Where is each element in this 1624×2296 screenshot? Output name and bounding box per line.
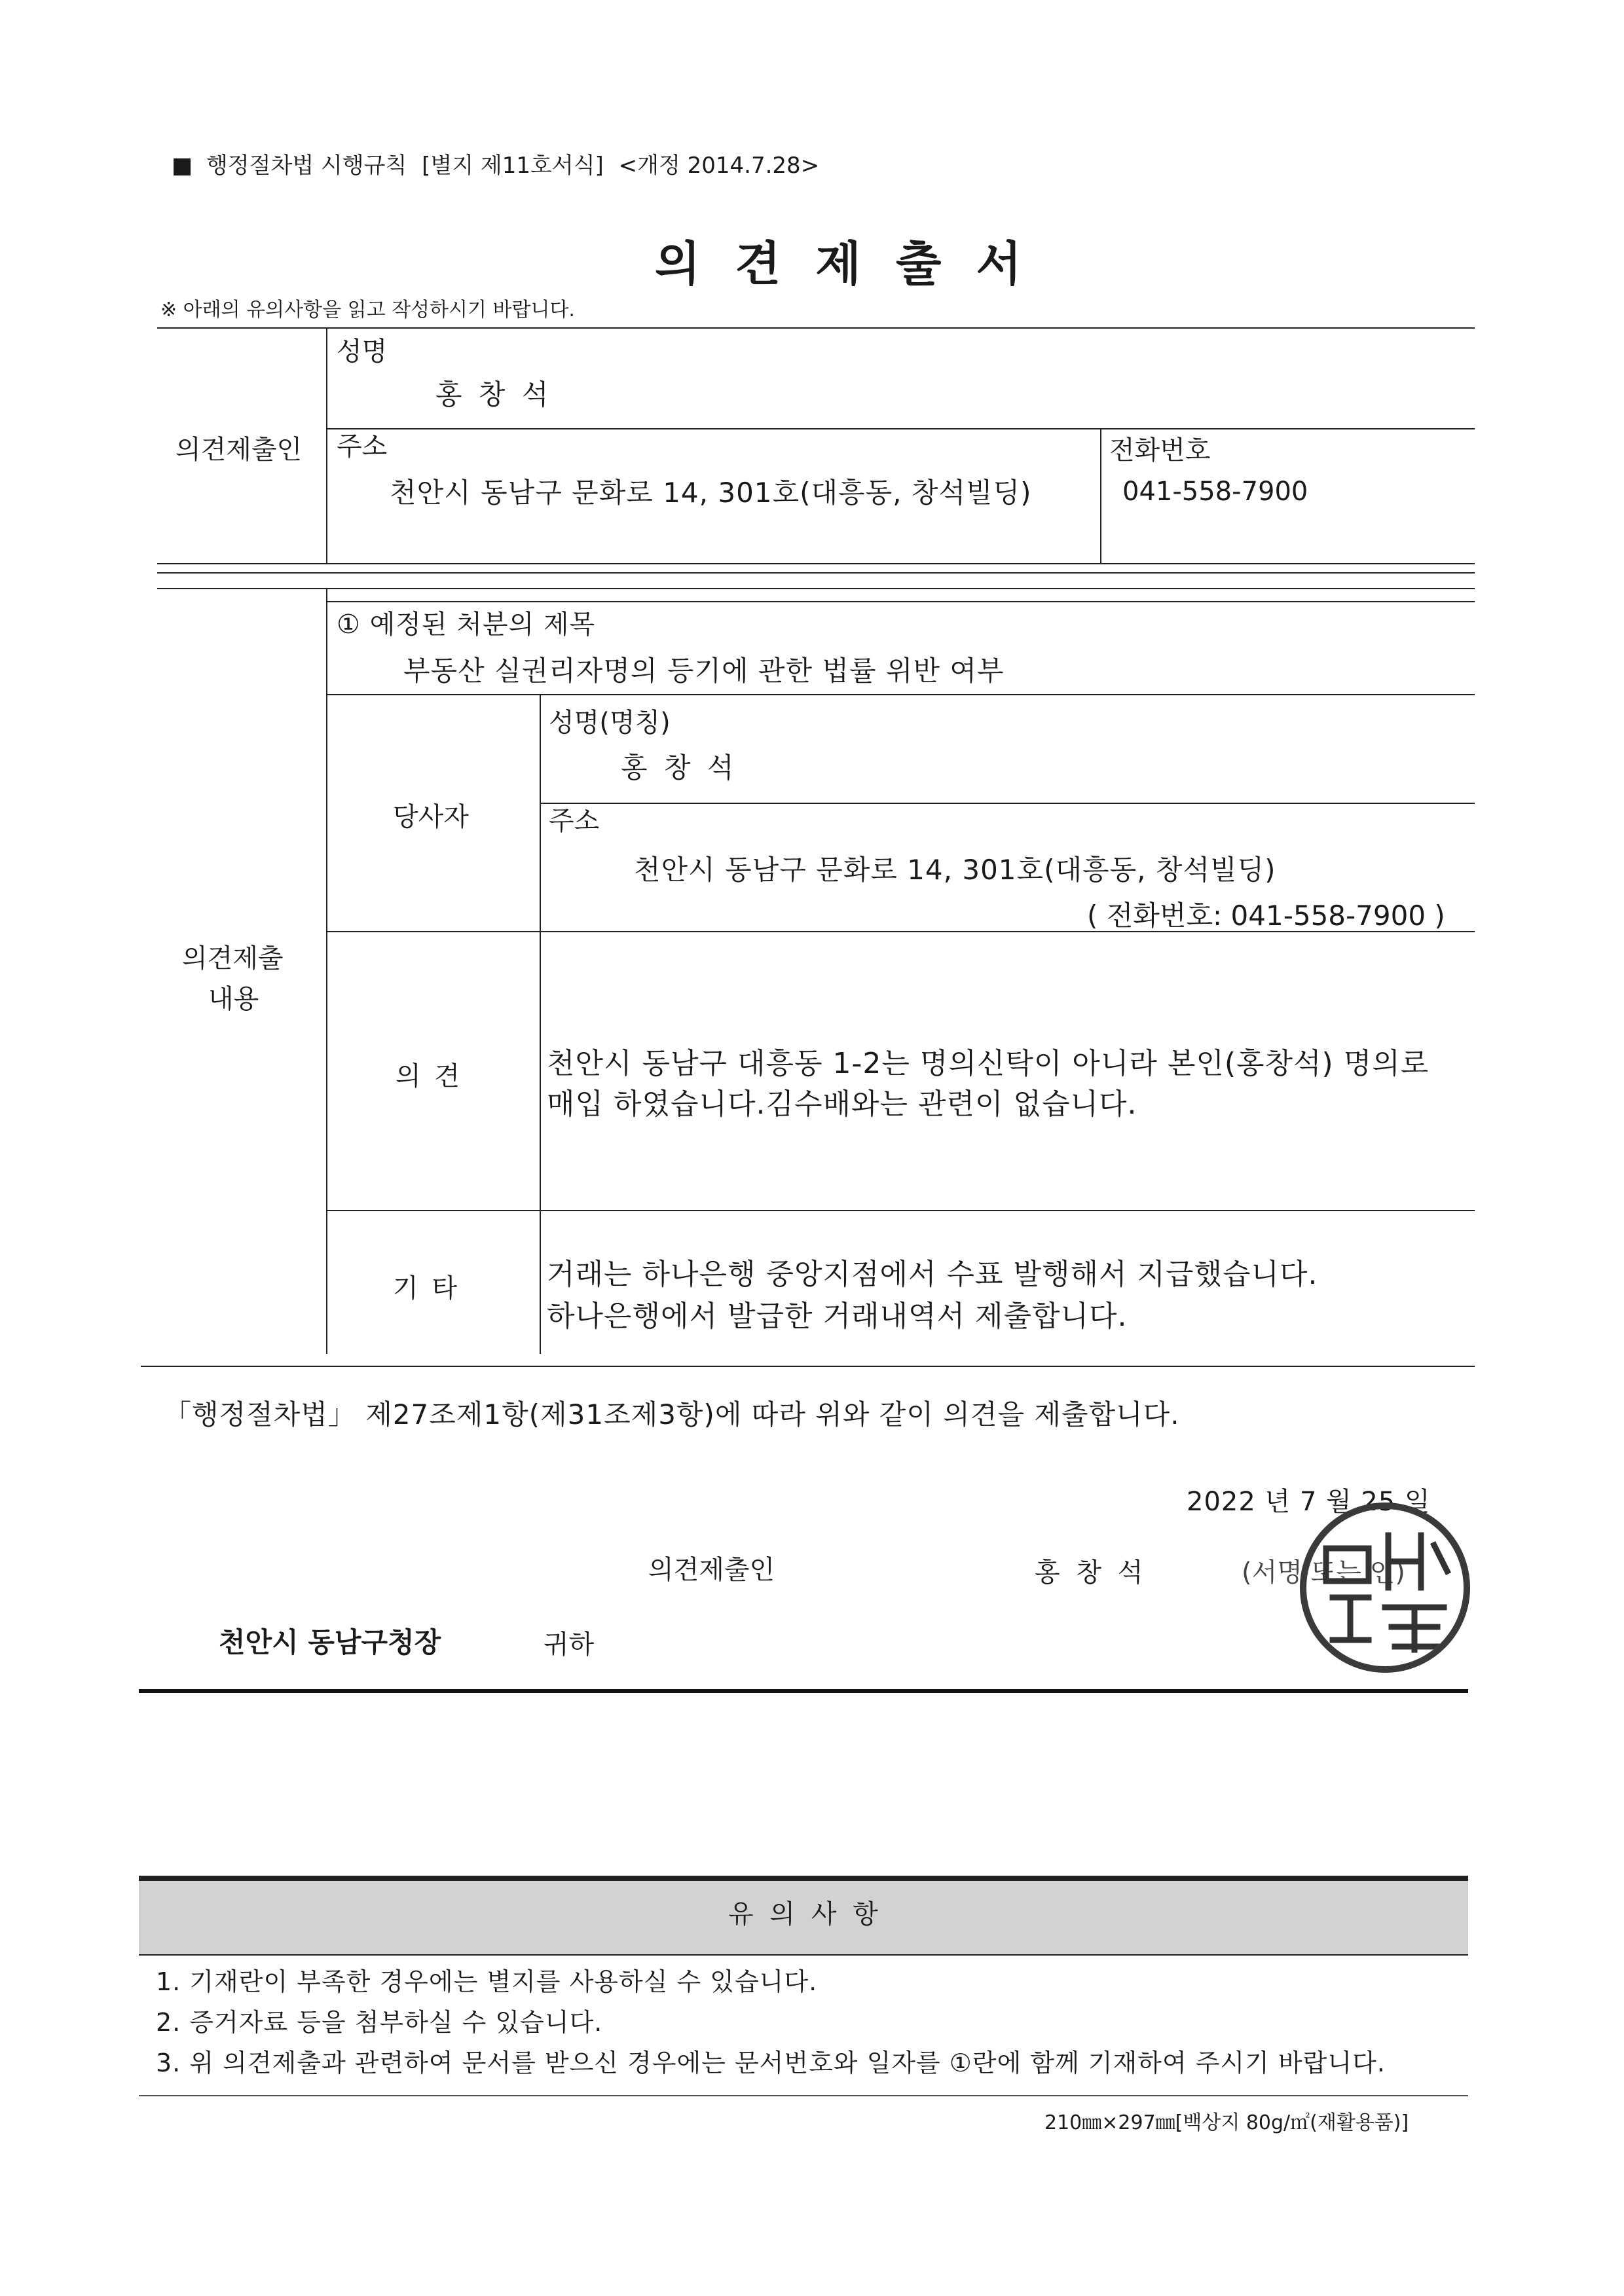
rule — [326, 694, 1475, 695]
submitter-name: 홍 창 석 — [435, 378, 553, 410]
opinion-line1: 천안시 동남구 대흥동 1-2는 명의신탁이 아니라 본인(홍창석) 명의로 — [547, 1047, 1430, 1080]
notes-item: 1. 기재란이 부족한 경우에는 별지를 사용하실 수 있습니다. — [156, 1967, 818, 1996]
notes-title: 유 의 사 항 — [728, 1899, 882, 1929]
content-section-label-line2: 내용 — [208, 984, 259, 1014]
page-title: 의 견 제 출 서 — [655, 236, 1031, 291]
instruction-text: ※ 아래의 유의사항을 읽고 작성하시기 바랍니다. — [160, 299, 575, 321]
rule — [326, 327, 327, 564]
recipient-name: 천안시 동남구청장 — [219, 1626, 441, 1658]
date-text: 2022 년 7 월 25 일 — [1187, 1487, 1431, 1517]
form-header-form-no: [별지 제11호서식] — [422, 153, 604, 179]
rule — [326, 588, 327, 1354]
paper-spec: 210㎜×297㎜[백상지 80g/㎡(재활용품)] — [1044, 2111, 1409, 2134]
party-address-label: 주소 — [549, 806, 600, 836]
rule — [157, 588, 1475, 589]
rule — [157, 563, 1475, 564]
notes-item: 3. 위 의견제출과 관련하여 문서를 받으신 경우에는 문서번호와 일자를 ①란에 함께 기재하여 주시기 바랍니다. — [156, 2049, 1386, 2077]
recipient-honorific: 귀하 — [544, 1630, 595, 1660]
party-name-label: 성명(명칭) — [549, 708, 671, 738]
opinion-label: 의 견 — [396, 1061, 462, 1091]
other-line2: 하나은행에서 발급한 거래내역서 제출합니다. — [547, 1300, 1128, 1333]
form-header-marker: ■ — [172, 153, 193, 179]
subject-label: ① 예정된 처분의 제목 — [337, 610, 596, 640]
form-header — [172, 147, 819, 179]
rule — [157, 572, 1475, 574]
rule — [326, 428, 1475, 429]
statement-text: 「행정절차법」 제27조제1항(제31조제3항)에 따라 위와 같이 의견을 제출합니다. — [164, 1398, 1180, 1430]
rule — [540, 803, 1475, 804]
opinion-line2: 매입 하였습니다.김수배와는 관련이 없습니다. — [547, 1087, 1137, 1121]
other-label: 기 타 — [393, 1273, 460, 1303]
seal-glyph-icon — [1306, 1509, 1464, 1666]
other-line1: 거래는 하나은행 중앙지점에서 수표 발행해서 지급했습니다. — [547, 1258, 1318, 1291]
notes-item: 2. 증거자료 등을 첨부하실 수 있습니다. — [156, 2008, 603, 2037]
submitter-address: 천안시 동남구 문화로 14, 301호(대흥동, 창석빌딩) — [390, 477, 1032, 509]
form-header-revision: <개정 2014.7.28> — [618, 153, 820, 179]
submitter-address-label: 주소 — [337, 431, 388, 462]
rule — [157, 327, 1475, 329]
submitter-phone: 041-558-7900 — [1122, 477, 1308, 507]
submitter-name-label: 성명 — [337, 337, 388, 367]
form-header-law: 행정절차법 시행규칙 — [206, 153, 407, 179]
signature-rule — [139, 1689, 1468, 1693]
signature-name: 홍 창 석 — [1035, 1558, 1147, 1588]
submitter-phone-label: 전화번호 — [1109, 435, 1211, 465]
rule — [540, 694, 541, 1354]
submitter-section-label: 의견제출인 — [175, 435, 303, 465]
party-name: 홍 창 석 — [621, 752, 738, 784]
notes-rule — [139, 2095, 1468, 2096]
party-label: 당사자 — [393, 802, 469, 832]
party-address: 천안시 동남구 문화로 14, 301호(대흥동, 창석빌딩) — [634, 854, 1276, 886]
signature-label: 의견제출인 — [648, 1555, 775, 1585]
rule — [326, 601, 1475, 602]
subject-value: 부동산 실권리자명의 등기에 관한 법률 위반 여부 — [403, 655, 1005, 687]
party-phone: ( 전화번호: 041-558-7900 ) — [1087, 900, 1445, 932]
rule — [1100, 428, 1101, 564]
seal-stamp — [1300, 1503, 1470, 1673]
content-section-label-line1: 의견제출 — [182, 943, 284, 974]
seal-hint: (서명 또는 인) — [1242, 1558, 1405, 1588]
rule — [326, 1210, 1475, 1211]
rule — [141, 1366, 1475, 1367]
